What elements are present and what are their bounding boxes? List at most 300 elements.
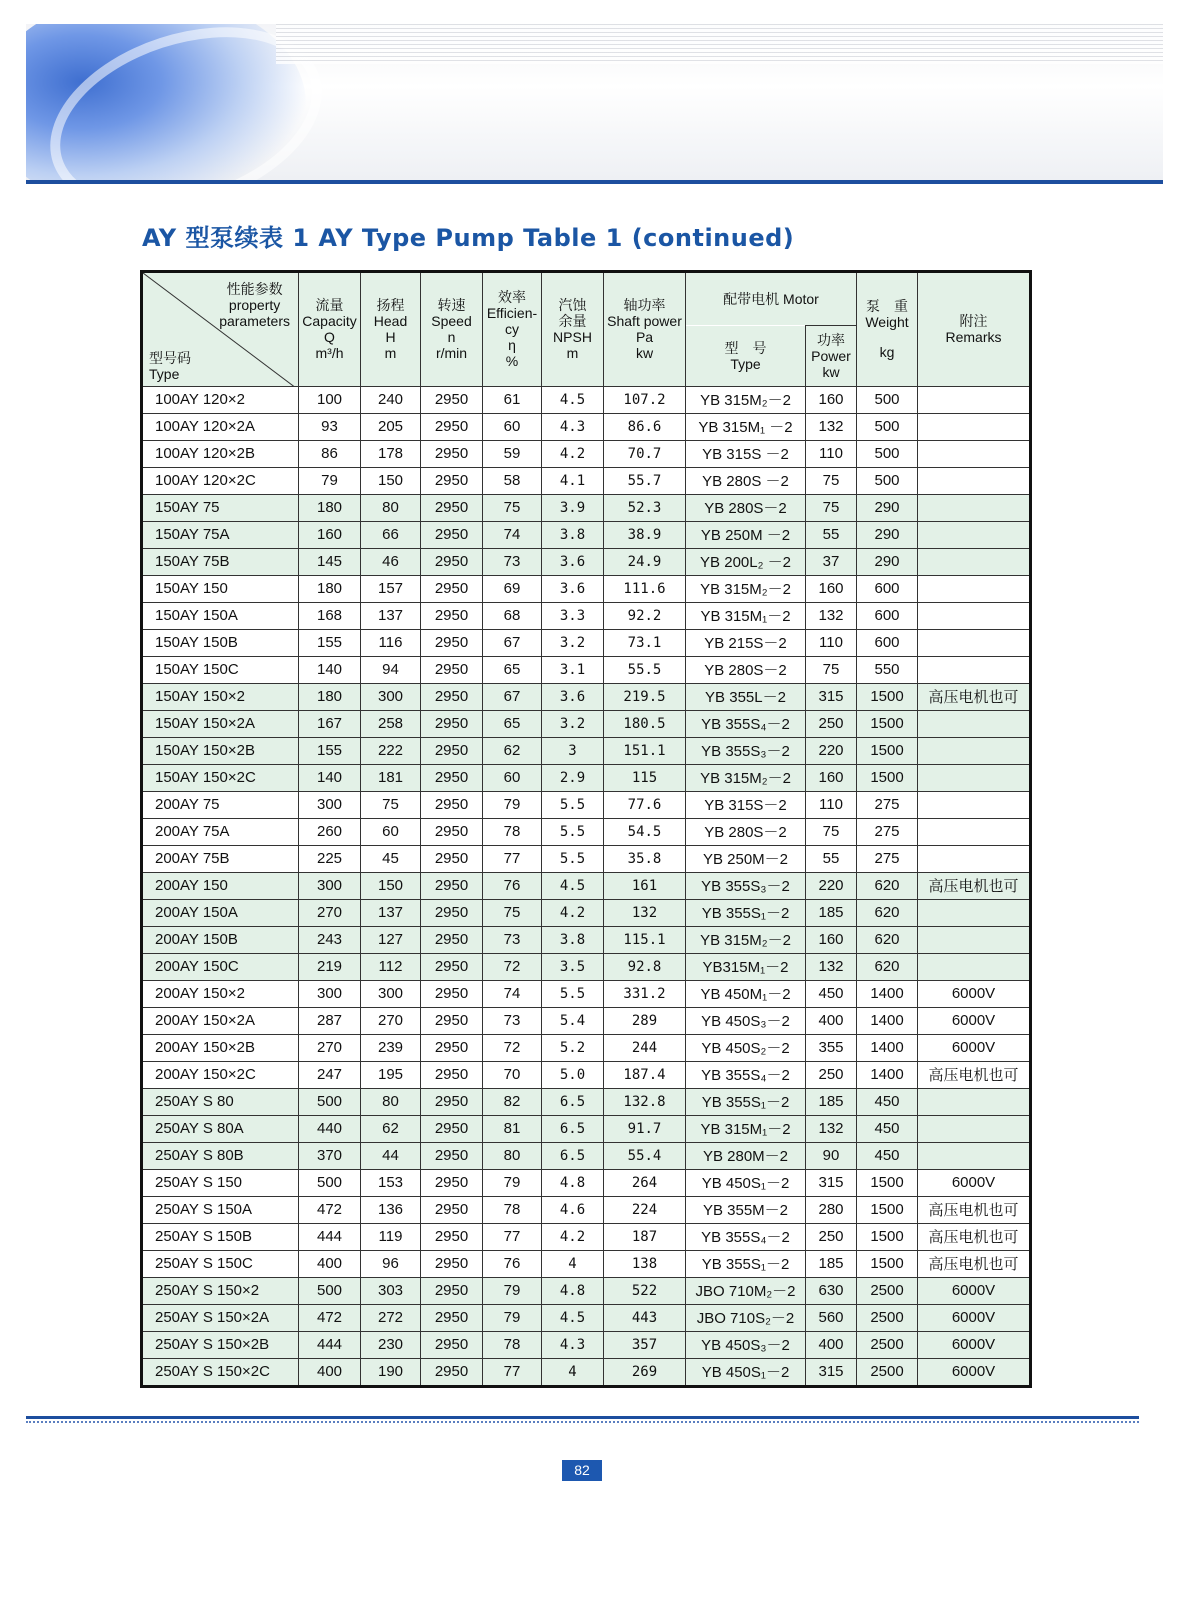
cell-weight: 620 [857,899,918,926]
table-row [142,1223,1031,1250]
cell-head: 137 [361,899,421,926]
table-row [142,575,1031,602]
cell-head: 178 [361,440,421,467]
cell-remarks [918,737,1031,764]
header-speed [421,272,483,387]
cell-motor-type: YB 450M₁－2 [686,980,806,1007]
cell-efficiency: 76 [483,872,542,899]
table-row [142,926,1031,953]
cell-speed: 2950 [421,764,483,791]
cell-npsh: 5.5 [542,980,604,1007]
cell-npsh: 5.2 [542,1034,604,1061]
header-line: NPSH [553,329,592,346]
table-row [142,602,1031,629]
cell-head: 127 [361,926,421,953]
cell-type: 200AY 150B [142,926,299,953]
cell-shaft-power: 55.5 [604,656,686,683]
header-corner-cell [142,272,299,387]
header-motor [686,272,857,326]
cell-motor-power: 160 [806,926,857,953]
cell-npsh: 5.4 [542,1007,604,1034]
header-line: m³/h [315,345,344,362]
cell-efficiency: 74 [483,980,542,1007]
table-row [142,467,1031,494]
cell-npsh: 4.2 [542,1223,604,1250]
cell-motor-type: YB 250M －2 [686,521,806,548]
cell-weight: 450 [857,1088,918,1115]
cell-speed: 2950 [421,440,483,467]
cell-shaft-power: 187.4 [604,1061,686,1088]
cell-weight: 600 [857,575,918,602]
cell-remarks: 高压电机也可 [918,1223,1031,1250]
cell-capacity: 243 [299,926,361,953]
table-row [142,1061,1031,1088]
cell-motor-type: YB 200L₂ －2 [686,548,806,575]
cell-speed: 2950 [421,1061,483,1088]
cell-motor-power: 250 [806,1061,857,1088]
table-row [142,899,1031,926]
cell-type: 150AY 150C [142,656,299,683]
header-shaft-power [604,272,686,387]
cell-npsh: 3.2 [542,710,604,737]
cell-efficiency: 68 [483,602,542,629]
table-row [142,818,1031,845]
cell-weight: 1500 [857,1169,918,1196]
cell-remarks: 高压电机也可 [918,1250,1031,1277]
cell-motor-type: YB 315S－2 [686,791,806,818]
header-line: 型 号 [724,339,767,356]
cell-motor-type: YB 355L－2 [686,683,806,710]
table-row [142,737,1031,764]
table-row [142,1250,1031,1277]
cell-head: 153 [361,1169,421,1196]
cell-speed: 2950 [421,1034,483,1061]
cell-type: 150AY 150×2B [142,737,299,764]
cell-remarks [918,440,1031,467]
cell-shaft-power: 522 [604,1277,686,1304]
cell-head: 222 [361,737,421,764]
cell-capacity: 140 [299,656,361,683]
table-row [142,1196,1031,1223]
cell-npsh: 5.0 [542,1061,604,1088]
cell-type: 250AY S 150×2A [142,1304,299,1331]
cell-type: 100AY 120×2A [142,413,299,440]
cell-speed: 2950 [421,602,483,629]
cell-motor-power: 220 [806,872,857,899]
cell-weight: 1400 [857,1034,918,1061]
cell-weight: 1500 [857,710,918,737]
cell-npsh: 3.9 [542,494,604,521]
cell-speed: 2950 [421,872,483,899]
cell-type: 200AY 150A [142,899,299,926]
cell-remarks [918,764,1031,791]
header-head [361,272,421,387]
cell-shaft-power: 24.9 [604,548,686,575]
cell-head: 46 [361,548,421,575]
cell-remarks [918,899,1031,926]
cell-head: 300 [361,683,421,710]
cell-head: 75 [361,791,421,818]
cell-type: 150AY 75B [142,548,299,575]
header-line: Weight [865,314,909,331]
cell-motor-power: 185 [806,1250,857,1277]
cell-efficiency: 70 [483,1061,542,1088]
header-motor-power [806,326,857,387]
cell-remarks [918,575,1031,602]
cell-motor-power: 110 [806,440,857,467]
cell-motor-power: 75 [806,818,857,845]
cell-speed: 2950 [421,1169,483,1196]
cell-npsh: 5.5 [542,818,604,845]
cell-shaft-power: 331.2 [604,980,686,1007]
cell-speed: 2950 [421,548,483,575]
cell-npsh: 4.8 [542,1169,604,1196]
cell-head: 303 [361,1277,421,1304]
cell-weight: 1500 [857,1223,918,1250]
header-npsh [542,272,604,387]
cell-head: 94 [361,656,421,683]
cell-shaft-power: 138 [604,1250,686,1277]
cell-head: 272 [361,1304,421,1331]
cell-npsh: 3.1 [542,656,604,683]
footer-dotted-rule [26,1421,1139,1423]
cell-efficiency: 78 [483,818,542,845]
cell-capacity: 140 [299,764,361,791]
cell-capacity: 86 [299,440,361,467]
cell-speed: 2950 [421,1196,483,1223]
cell-head: 150 [361,467,421,494]
cell-remarks [918,629,1031,656]
cell-type: 200AY 150 [142,872,299,899]
corner-bottom-label [149,350,191,382]
cell-motor-power: 132 [806,953,857,980]
cell-efficiency: 79 [483,791,542,818]
cell-remarks: 高压电机也可 [918,683,1031,710]
cell-efficiency: 72 [483,1034,542,1061]
header-motor-type [686,326,806,387]
cell-efficiency: 82 [483,1088,542,1115]
cell-speed: 2950 [421,791,483,818]
cell-npsh: 4.5 [542,386,604,413]
cell-head: 150 [361,872,421,899]
cell-remarks: 高压电机也可 [918,1061,1031,1088]
cell-remarks [918,494,1031,521]
table-row [142,845,1031,872]
cell-type: 100AY 120×2B [142,440,299,467]
cell-weight: 500 [857,467,918,494]
header-line: Pa [635,329,654,346]
cell-remarks: 高压电机也可 [918,1196,1031,1223]
header-line: η [508,337,516,354]
cell-motor-type: YB 450S₃－2 [686,1007,806,1034]
cell-speed: 2950 [421,845,483,872]
cell-capacity: 270 [299,899,361,926]
cell-type: 250AY S 80 [142,1088,299,1115]
cell-efficiency: 80 [483,1142,542,1169]
cell-remarks [918,818,1031,845]
cell-head: 239 [361,1034,421,1061]
cell-remarks [918,413,1031,440]
banner-stripes [276,24,1163,64]
cell-motor-type: YB 315M₂－2 [686,764,806,791]
cell-weight: 620 [857,926,918,953]
cell-weight: 1500 [857,1250,918,1277]
cell-shaft-power: 92.8 [604,953,686,980]
cell-capacity: 300 [299,791,361,818]
cell-efficiency: 69 [483,575,542,602]
cell-capacity: 260 [299,818,361,845]
cell-efficiency: 72 [483,953,542,980]
cell-npsh: 3.8 [542,926,604,953]
cell-efficiency: 61 [483,386,542,413]
table-row [142,1115,1031,1142]
cell-capacity: 287 [299,1007,361,1034]
cell-motor-power: 315 [806,683,857,710]
cell-motor-power: 400 [806,1007,857,1034]
cell-type: 250AY S 80A [142,1115,299,1142]
header-line: Type [730,355,761,372]
cell-efficiency: 67 [483,683,542,710]
cell-shaft-power: 244 [604,1034,686,1061]
cell-head: 137 [361,602,421,629]
cell-remarks [918,791,1031,818]
cell-npsh: 4.5 [542,1304,604,1331]
cell-head: 181 [361,764,421,791]
cell-head: 60 [361,818,421,845]
cell-capacity: 472 [299,1196,361,1223]
cell-efficiency: 78 [483,1331,542,1358]
cell-motor-power: 160 [806,764,857,791]
cell-remarks: 6000V [918,980,1031,1007]
cell-motor-power: 110 [806,791,857,818]
cell-remarks: 6000V [918,1007,1031,1034]
cell-npsh: 5.5 [542,791,604,818]
table-row [142,521,1031,548]
header-line: Power [811,347,851,364]
header-line: Remarks [945,329,1002,346]
cell-type: 250AY S 150B [142,1223,299,1250]
corner-top-line: property [228,297,281,313]
cell-capacity: 300 [299,980,361,1007]
cell-npsh: 6.5 [542,1115,604,1142]
corner-bottom-line: Type [149,365,180,382]
cell-motor-power: 315 [806,1358,857,1386]
cell-capacity: 500 [299,1088,361,1115]
cell-motor-power: 160 [806,386,857,413]
cell-motor-power: 75 [806,467,857,494]
cell-motor-type: YB 280M－2 [686,1142,806,1169]
cell-weight: 2500 [857,1331,918,1358]
cell-motor-type: YB 450S₁－2 [686,1169,806,1196]
cell-npsh: 3.5 [542,953,604,980]
cell-npsh: 3.6 [542,548,604,575]
cell-motor-type: YB 355S₃－2 [686,737,806,764]
cell-npsh: 3.6 [542,683,604,710]
cell-shaft-power: 35.8 [604,845,686,872]
cell-head: 136 [361,1196,421,1223]
cell-head: 62 [361,1115,421,1142]
table-row [142,1304,1031,1331]
cell-efficiency: 77 [483,1223,542,1250]
cell-efficiency: 78 [483,1196,542,1223]
cell-motor-type: YB 450S₁－2 [686,1358,806,1386]
cell-motor-power: 132 [806,413,857,440]
cell-capacity: 370 [299,1142,361,1169]
cell-weight: 1400 [857,1007,918,1034]
cell-remarks [918,656,1031,683]
cell-speed: 2950 [421,899,483,926]
cell-npsh: 4.2 [542,440,604,467]
cell-npsh: 2.9 [542,764,604,791]
cell-motor-type: YB 215S－2 [686,629,806,656]
cell-speed: 2950 [421,521,483,548]
cell-motor-power: 450 [806,980,857,1007]
cell-remarks [918,1142,1031,1169]
table-row [142,710,1031,737]
cell-shaft-power: 77.6 [604,791,686,818]
cell-type: 250AY S 150A [142,1196,299,1223]
cell-npsh: 3.6 [542,575,604,602]
table-row [142,413,1031,440]
cell-head: 258 [361,710,421,737]
cell-speed: 2950 [421,629,483,656]
cell-shaft-power: 289 [604,1007,686,1034]
header-line: Speed [431,313,472,330]
cell-shaft-power: 107.2 [604,386,686,413]
cell-capacity: 155 [299,629,361,656]
cell-head: 195 [361,1061,421,1088]
cell-speed: 2950 [421,1007,483,1034]
footer-rule [26,1416,1139,1419]
cell-remarks: 6000V [918,1304,1031,1331]
cell-capacity: 400 [299,1358,361,1386]
header-line: kw [635,345,654,362]
cell-speed: 2950 [421,1331,483,1358]
cell-capacity: 440 [299,1115,361,1142]
cell-capacity: 180 [299,575,361,602]
header-line: n [447,329,456,346]
corner-top-line: 性能参数 [226,281,283,297]
cell-shaft-power: 54.5 [604,818,686,845]
cell-weight: 500 [857,440,918,467]
cell-speed: 2950 [421,1088,483,1115]
cell-efficiency: 73 [483,926,542,953]
cell-npsh: 4.3 [542,413,604,440]
cell-type: 200AY 150×2B [142,1034,299,1061]
cell-capacity: 300 [299,872,361,899]
cell-motor-type: JBO 710S₂－2 [686,1304,806,1331]
table-row [142,791,1031,818]
cell-remarks [918,926,1031,953]
cell-shaft-power: 92.2 [604,602,686,629]
cell-motor-type: YB 315M₁－2 [686,602,806,629]
cell-efficiency: 73 [483,548,542,575]
cell-weight: 290 [857,548,918,575]
cell-motor-power: 185 [806,899,857,926]
cell-npsh: 6.5 [542,1088,604,1115]
corner-bottom-line: 型号码 [149,349,191,366]
cell-type: 150AY 150×2A [142,710,299,737]
cell-npsh: 4 [542,1250,604,1277]
cell-head: 66 [361,521,421,548]
cell-motor-type: YB315M₁－2 [686,953,806,980]
cell-motor-power: 132 [806,1115,857,1142]
cell-speed: 2950 [421,494,483,521]
cell-speed: 2950 [421,656,483,683]
cell-efficiency: 75 [483,494,542,521]
table-header-row [142,272,1031,326]
cell-remarks: 6000V [918,1034,1031,1061]
header-line: m [566,345,579,362]
cell-efficiency: 59 [483,440,542,467]
cell-efficiency: 60 [483,764,542,791]
header-line: kw [822,363,840,380]
cell-head: 205 [361,413,421,440]
cell-npsh: 4.2 [542,899,604,926]
cell-motor-type: YB 450S₂－2 [686,1034,806,1061]
cell-type: 150AY 75 [142,494,299,521]
cell-npsh: 4.1 [542,467,604,494]
cell-shaft-power: 269 [604,1358,686,1386]
cell-weight: 500 [857,386,918,413]
cell-weight: 550 [857,656,918,683]
cell-motor-type: YB 355S₁－2 [686,1250,806,1277]
cell-efficiency: 67 [483,629,542,656]
cell-speed: 2950 [421,386,483,413]
cell-motor-type: JBO 710M₂－2 [686,1277,806,1304]
cell-motor-type: YB 355S₄－2 [686,1061,806,1088]
cell-type: 200AY 150×2 [142,980,299,1007]
cell-weight: 290 [857,494,918,521]
cell-shaft-power: 55.4 [604,1142,686,1169]
cell-motor-power: 560 [806,1304,857,1331]
cell-efficiency: 77 [483,1358,542,1386]
cell-weight: 1500 [857,737,918,764]
cell-npsh: 4.3 [542,1331,604,1358]
header-banner [26,24,1163,180]
cell-type: 200AY 75 [142,791,299,818]
cell-shaft-power: 132 [604,899,686,926]
cell-motor-type: YB 355S₄－2 [686,1223,806,1250]
table-row [142,1331,1031,1358]
cell-weight: 500 [857,413,918,440]
cell-shaft-power: 132.8 [604,1088,686,1115]
cell-speed: 2950 [421,683,483,710]
cell-motor-type: YB 315M₁－2 [686,1115,806,1142]
cell-speed: 2950 [421,1250,483,1277]
cell-weight: 620 [857,872,918,899]
cell-shaft-power: 70.7 [604,440,686,467]
cell-head: 119 [361,1223,421,1250]
table-row [142,548,1031,575]
cell-efficiency: 62 [483,737,542,764]
cell-motor-type: YB 315M₂－2 [686,575,806,602]
header-line: Shaft power [607,313,682,330]
header-line: 效率 [498,289,526,306]
cell-capacity: 500 [299,1277,361,1304]
table-body [142,386,1031,1386]
cell-weight: 1500 [857,683,918,710]
table-row [142,1169,1031,1196]
header-line: Efficien- [486,305,538,322]
cell-weight: 1400 [857,980,918,1007]
cell-type: 200AY 75A [142,818,299,845]
cell-remarks [918,1115,1031,1142]
cell-shaft-power: 219.5 [604,683,686,710]
cell-speed: 2950 [421,1277,483,1304]
table-row [142,1277,1031,1304]
cell-speed: 2950 [421,737,483,764]
